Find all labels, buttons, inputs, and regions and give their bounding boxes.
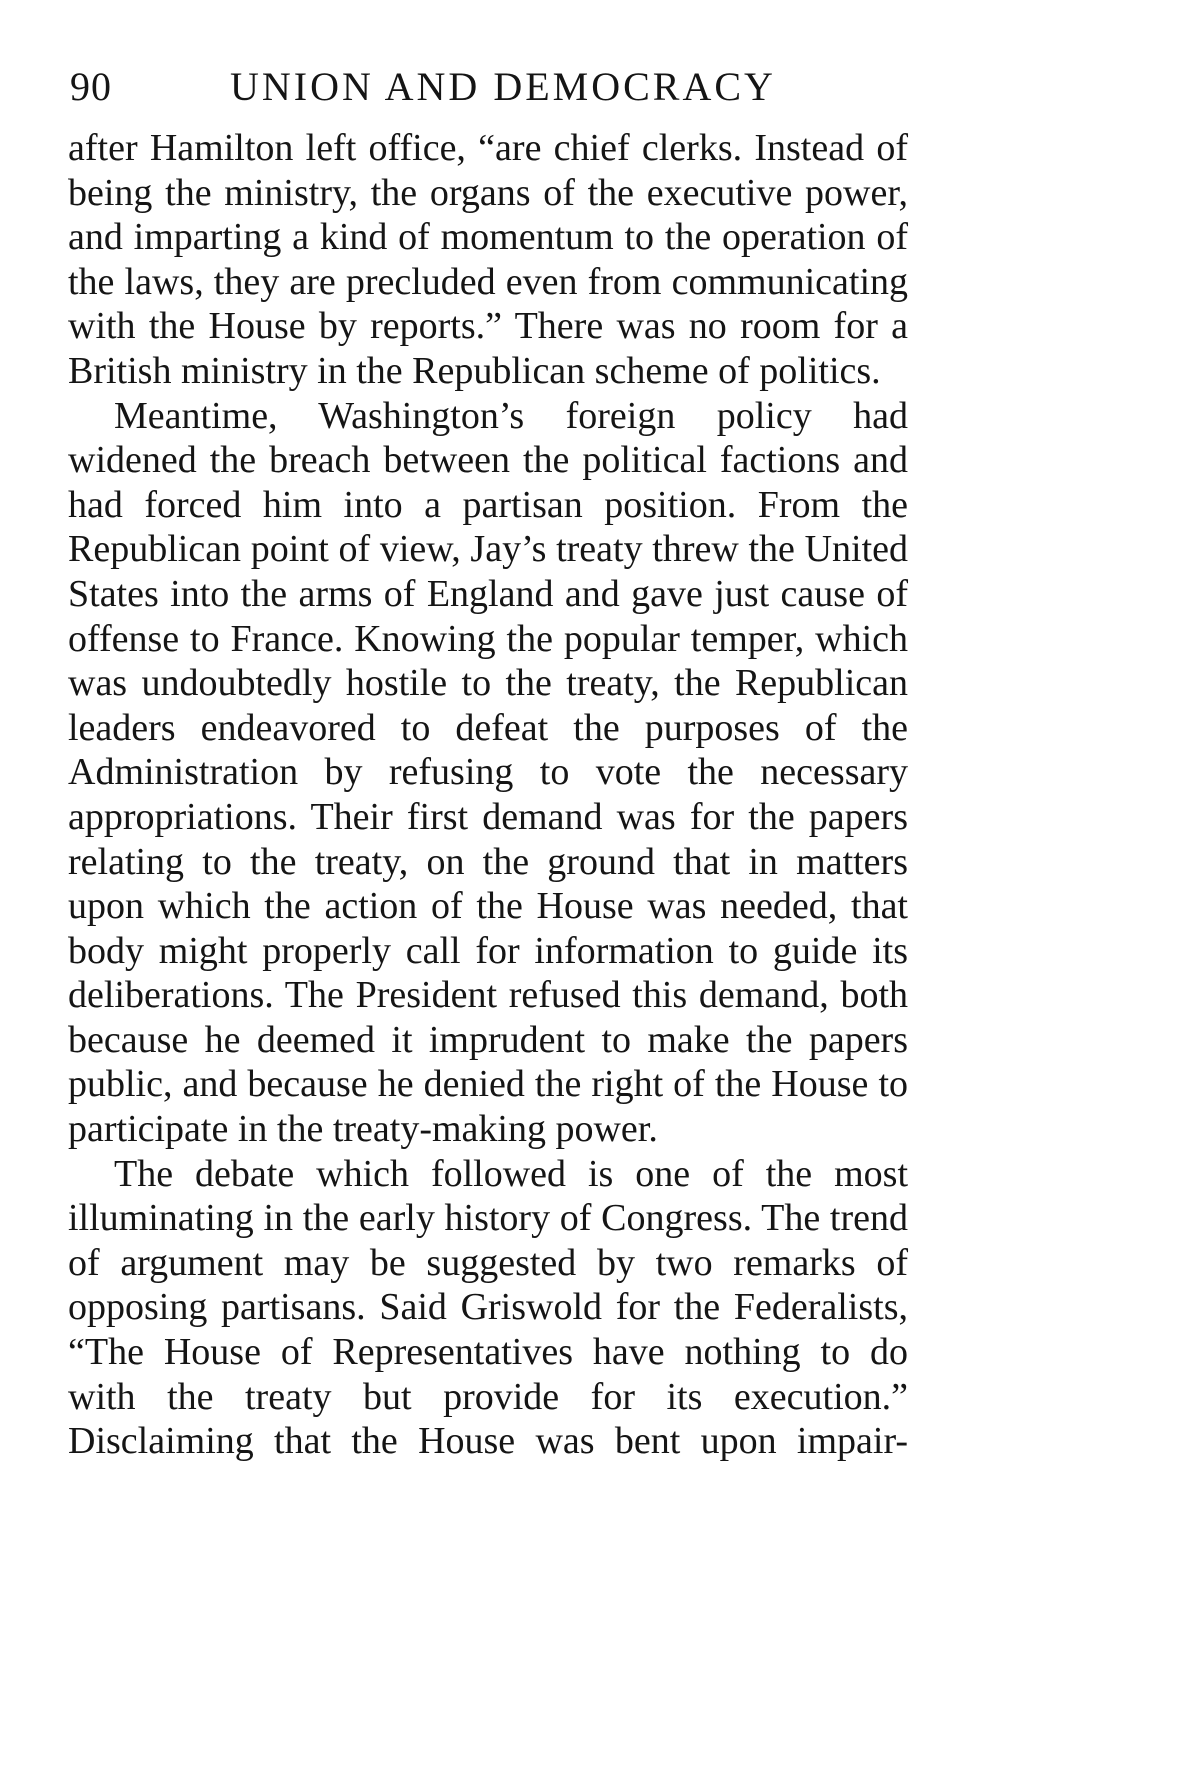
paragraph-debate: The debate which followed is one of the most illuminating in the early history of Congress. The trend of argument may be suggested by two remarks of opposing partisans. Said Griswold for the Federalists, “The House of Representatives have nothing to do with the treaty but provide for its execution.” Disclaiming that the House was bent upon impair-	[68, 1152, 908, 1463]
paragraph-foreign-policy: Meantime, Washington’s foreign policy had widened the breach between the political factions and had forced him into a partisan position. From the Republican point of view, Jay’s treaty threw the United States into the arms of England and gave just cause of offense to France. Knowing the popular temper, which was undoubtedly hostile to the treaty, the Republican leaders endeavored to defeat the purposes of the Administration by refusing to vote the necessary appropriations. Their first demand was for the papers relating to the treaty, on the ground that in matters upon which the action of the House was needed, that body might properly call for information to guide its deliberations. The President refused this demand, both because he deemed it imprudent to make the papers public, and because he denied the right of the House to participate in the treaty-making power.	[68, 394, 908, 1151]
page-number: 90	[70, 64, 112, 109]
running-title: UNION AND DEMOCRACY	[230, 64, 776, 109]
body-text	[68, 126, 908, 1464]
running-head	[70, 62, 930, 112]
paragraph-continued: after Hamilton left office, “are chief clerks. Instead of being the ministry, the organs of the executive power, and imparting a kind of momentum to the operation of the laws, they are precluded even from communicating with the House by reports.” There was no room for a British ministry in the Republican scheme of politics.	[68, 127, 908, 392]
